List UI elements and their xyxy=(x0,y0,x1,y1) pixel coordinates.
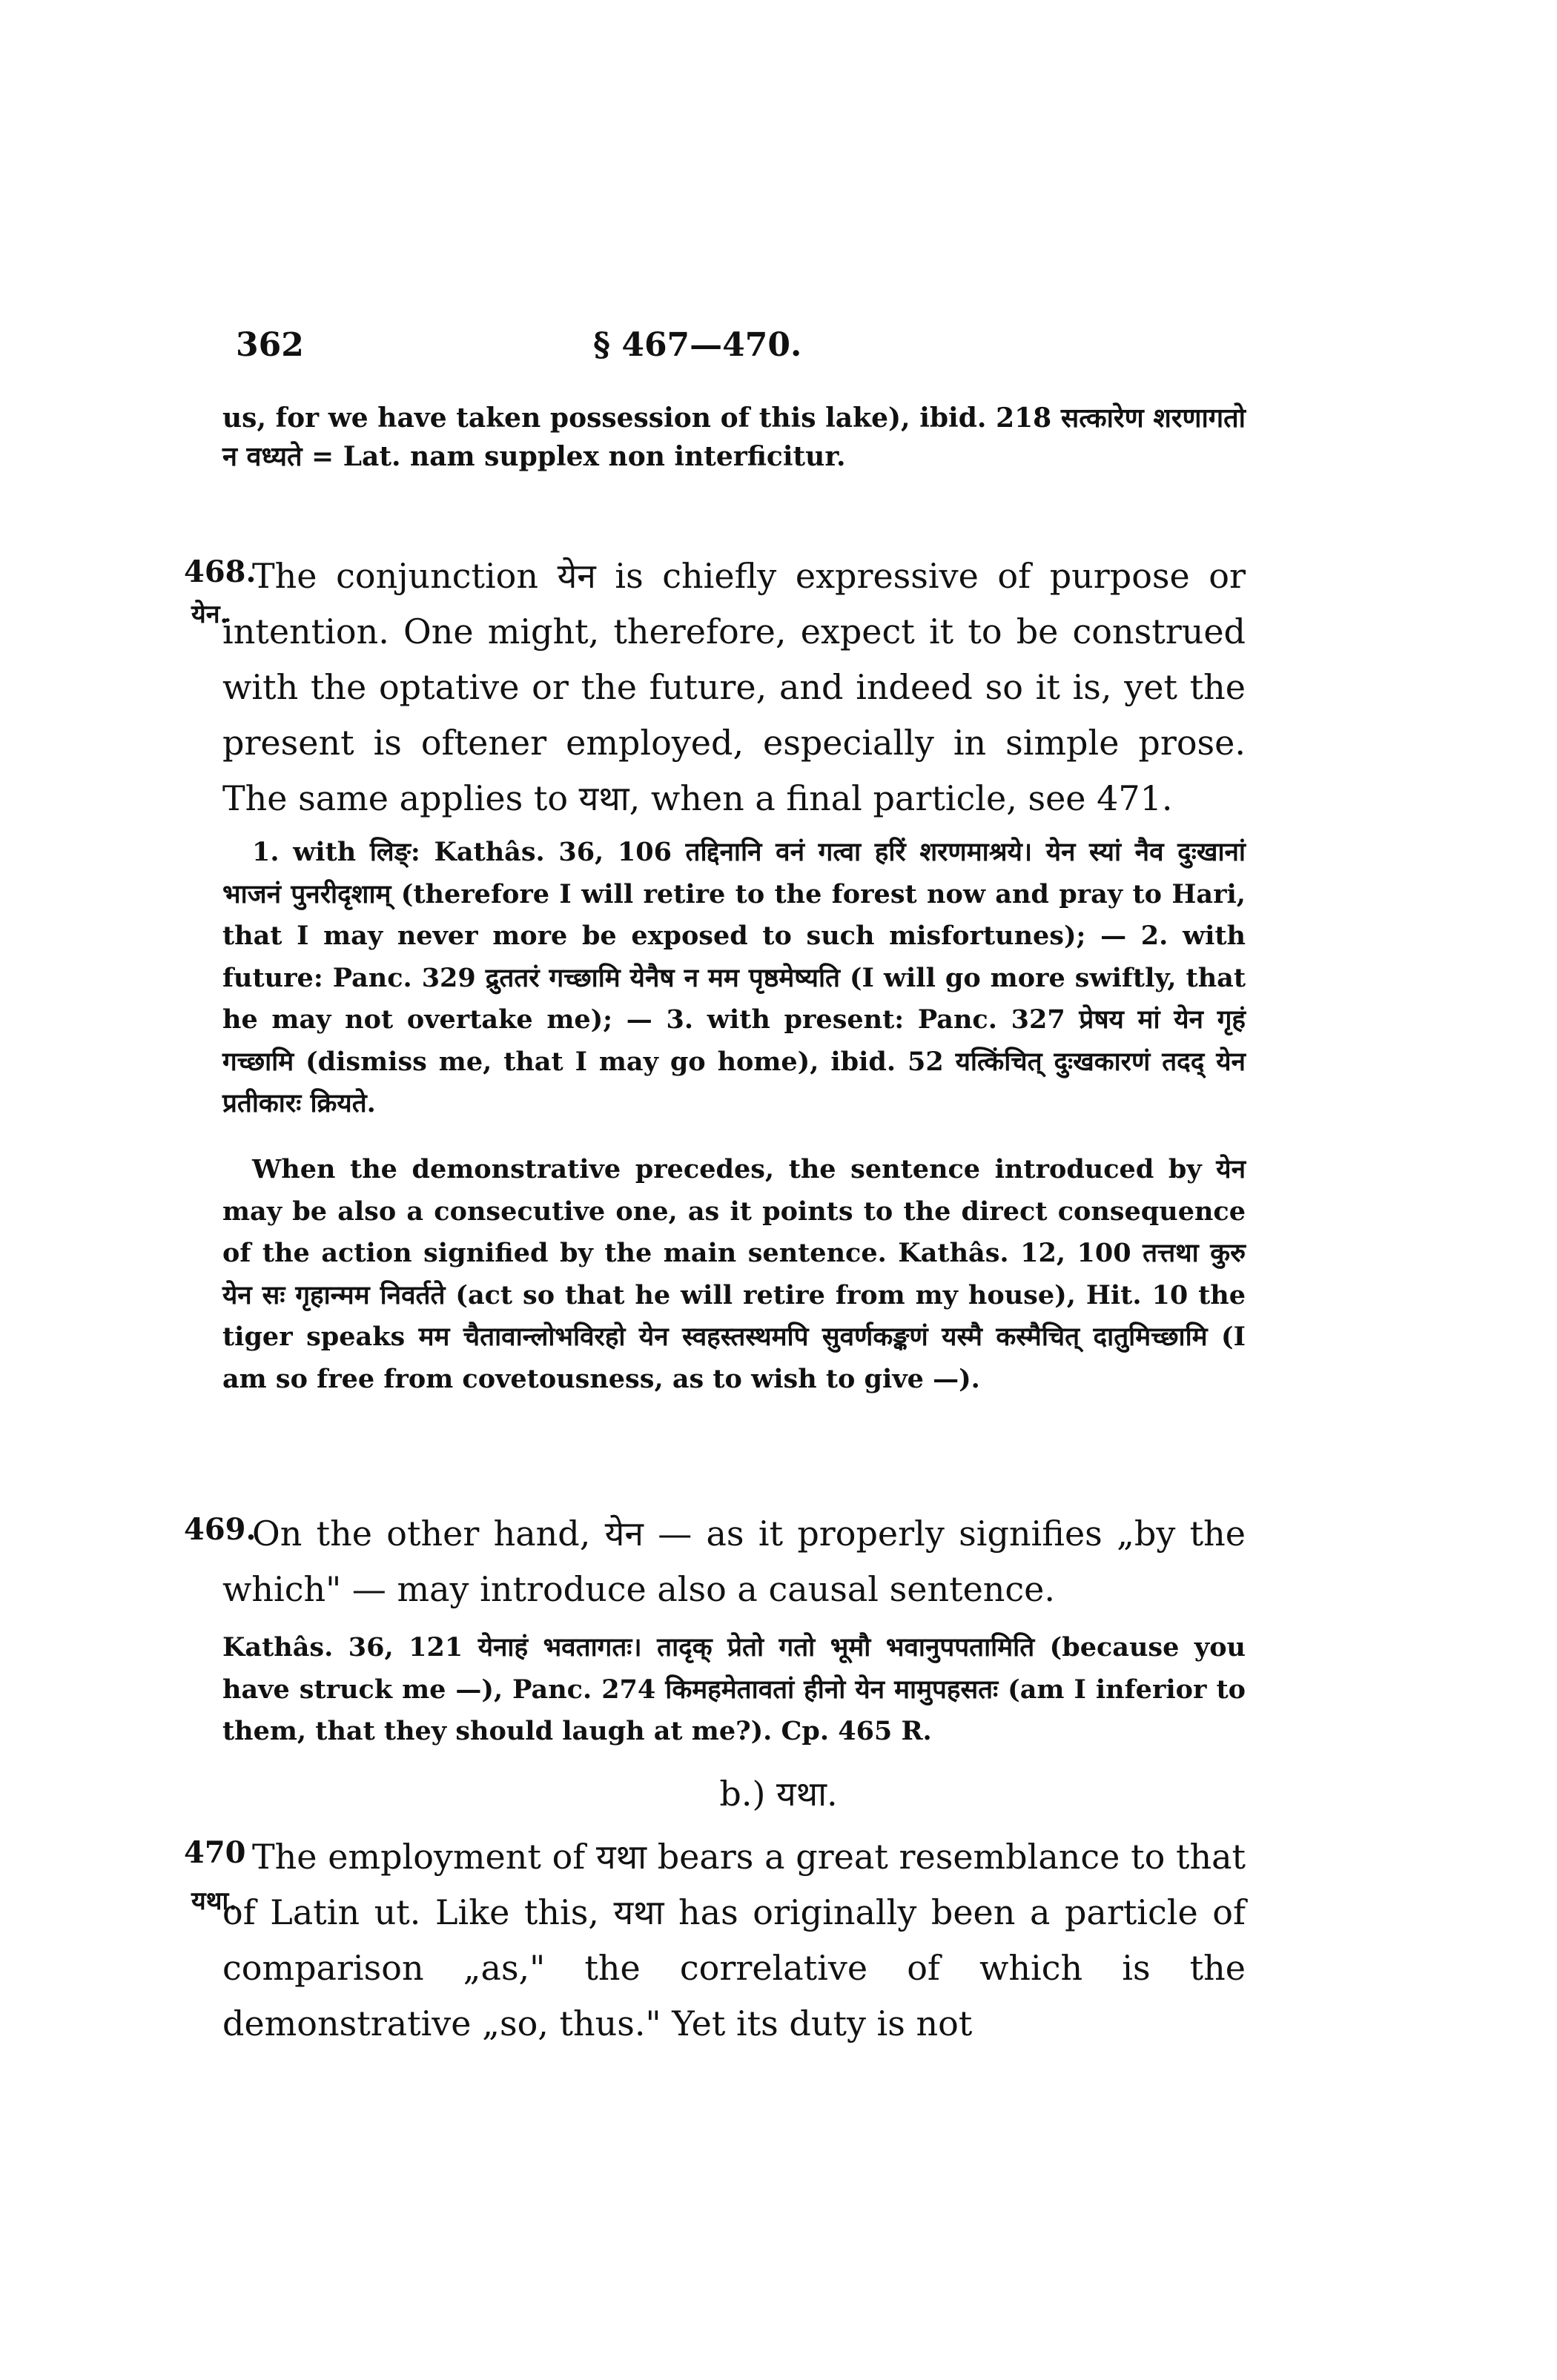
section-number-470: 470 xyxy=(184,1835,246,1870)
continuation-paragraph: us, for we have taken possession of this lake), ibid. 218 सत्कारेण शरणागतो न वध्यते = Lat. nam supplex non interficitur. xyxy=(222,402,1246,472)
subsection-heading-yatha: b.) यथा. xyxy=(719,1774,838,1814)
paragraph-469-examples: Kathâs. 36, 121 येनाहं भवतागतः। तादृक् प्रेतो गतो भूमौ भवानुपपतामिति (because you have struck me —), Panc. 274 किमहमेतावतां हीनो येन मामुपहसतः (am I inferior to them, that they should laugh at me?). Cp. 465 R. xyxy=(222,1632,1246,1746)
paragraph-468-body: The conjunction येन is chiefly expressive of purpose or intention. One might, therefore, expect it to be construed with the optative or the future, and indeed so it is, yet the present is oftener employed, especially in simple prose. The same applies to यथा, when a final particle, see 471. xyxy=(222,556,1246,818)
margin-keyword-yatha: यथा. xyxy=(191,1886,238,1916)
paragraph-469-body: On the other hand, येन — as it properly signifies „by the which" — may introduce also a causal sentence. xyxy=(222,1514,1246,1609)
running-section-header: § 467—470. xyxy=(593,326,802,364)
page-number: 362 xyxy=(236,326,304,364)
section-number-468: 468. xyxy=(184,554,257,589)
margin-keyword-yena: येन. xyxy=(191,600,229,629)
paragraph-468-examples: 1. with लिङ्: Kathâs. 36, 106 तद्दिनानि वनं गत्वा हरिं शरणमाश्रये। येन स्यां नैव दुःखानां भाजनं पुनरीदृशाम् (therefore I will retire to the forest now and pray to Hari, that I may never more be exposed to such misfortunes); — 2. with future: Panc. 329 द्रुततरं गच्छामि येनैष न मम पृष्ठमेष्यति (I will go more swiftly, that he may not overtake me); — 3. with present: Panc. 327 प्रेषय मां येन गृहं गच्छामि (dismiss me, that I may go home), ibid. 52 यत्किंचित् दुःखकारणं तदद् येन प्रतीकारः क्रियते. xyxy=(222,837,1246,1118)
paragraph-470-body: The employment of यथा bears a great resemblance to that of Latin ut. Like this, यथा has originally been a particle of comparison „as," the correlative of which is the demonstrative „so, thus." Yet its duty is not xyxy=(222,1837,1246,2043)
paragraph-468-note: When the demonstrative precedes, the sentence introduced by येन may be also a consecutive one, as it points to the direct consequence of the action signified by the main sentence. Kathâs. 12, 100 तत्तथा कुरु येन सः गृहान्मम निवर्तते (act so that he will retire from my house), Hit. 10 the tiger speaks मम चैतावान्लोभविरहो येन स्वहस्तस्थमपि सुवर्णकङ्कणं यस्मै कस्मैचित् दातुमिच्छामि (I am so free from covetousness, as to wish to give —). xyxy=(222,1154,1246,1394)
section-number-469: 469. xyxy=(184,1512,257,1547)
